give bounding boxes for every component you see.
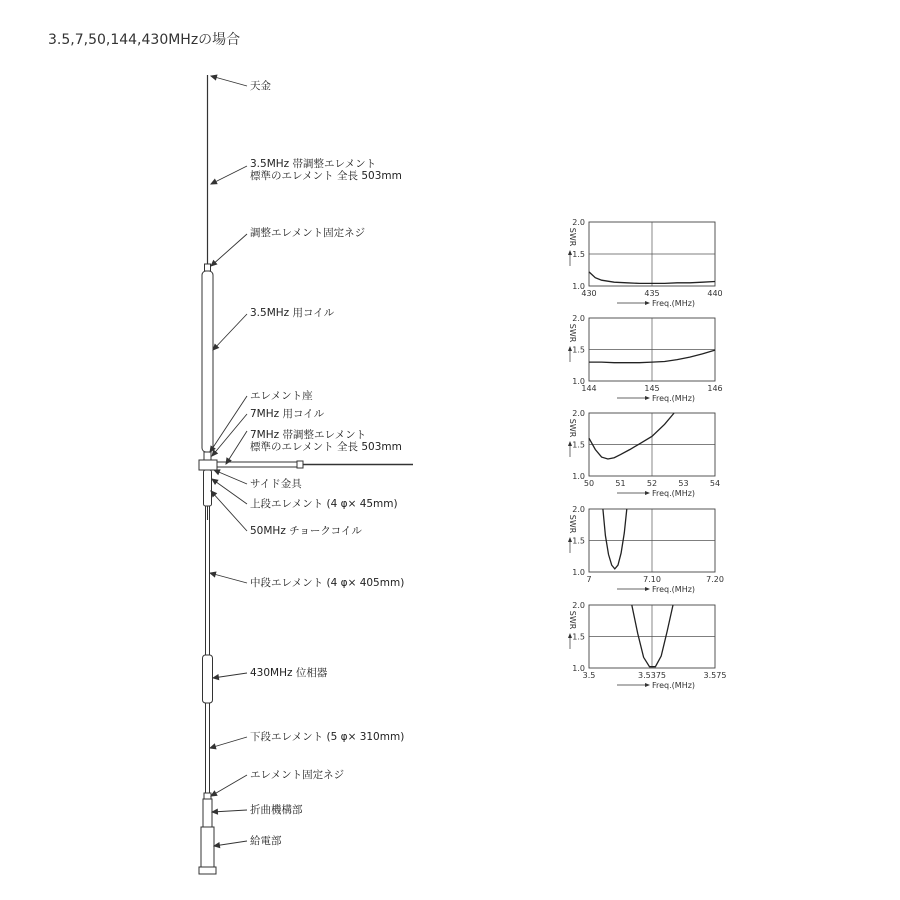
y-tick-label: 1.5 <box>572 345 585 355</box>
x-tick-label: 7.20 <box>706 575 724 584</box>
y-axis-label: SWR <box>568 323 577 343</box>
label-lower-element: 下段エレメント (5 φ× 310mm) <box>250 731 405 743</box>
x-axis-arrowhead <box>645 587 650 591</box>
x-axis-arrowhead <box>645 301 650 305</box>
x-axis-label: Freq.(MHz) <box>652 585 696 594</box>
x-tick-label: 3.5 <box>582 671 596 680</box>
label-phaser-430: 430MHz 位相器 <box>250 667 328 679</box>
y-tick-label: 1.0 <box>572 377 585 386</box>
y-tick-label: 1.0 <box>572 664 585 673</box>
label-choke-50: 50MHz チョークコイル <box>250 525 362 537</box>
x-tick-label: 144 <box>581 384 597 393</box>
label-adjust-screw: 調整エレメント固定ネジ <box>250 227 366 239</box>
x-tick-label: 146 <box>707 384 723 393</box>
y-tick-label: 2.0 <box>572 601 585 610</box>
x-axis-arrowhead <box>645 396 650 400</box>
y-tick-label: 1.0 <box>572 472 585 481</box>
x-tick-label: 3.575 <box>703 671 727 680</box>
swr-chart-1 <box>568 218 723 308</box>
y-tick-label: 2.0 <box>572 314 585 323</box>
label-element-35-line1: 3.5MHz 帯調整エレメント <box>250 158 377 170</box>
label-top-cap: 天金 <box>250 80 271 92</box>
x-tick-label: 50 <box>583 479 595 488</box>
label-coil-35: 3.5MHz 用コイル <box>250 307 335 319</box>
x-tick-label: 145 <box>644 384 660 393</box>
label-fold-mech: 折曲機構部 <box>250 804 303 816</box>
x-tick-label: 435 <box>644 289 660 298</box>
y-tick-label: 2.0 <box>572 218 585 227</box>
label-coil-7: 7MHz 用コイル <box>250 408 325 420</box>
x-axis-label: Freq.(MHz) <box>652 394 696 403</box>
y-tick-label: 1.5 <box>572 536 585 546</box>
label-element-7-line2: 標準のエレメント 全長 503mm <box>250 441 402 453</box>
label-element-7-line1: 7MHz 帯調整エレメント <box>250 429 367 441</box>
label-side-bracket: サイド金具 <box>250 478 302 490</box>
x-axis-arrowhead <box>645 683 650 687</box>
x-axis-label: Freq.(MHz) <box>652 681 696 690</box>
x-tick-label: 53 <box>678 479 689 488</box>
swr-chart-2 <box>568 314 723 403</box>
page-title: 3.5,7,50,144,430MHzの場合 <box>48 32 241 48</box>
y-tick-label: 1.0 <box>572 282 585 291</box>
x-tick-label: 51 <box>615 479 626 488</box>
x-tick-label: 3.5375 <box>638 671 666 680</box>
label-middle-element: 中段エレメント (4 φ× 405mm) <box>250 577 405 589</box>
y-axis-label: SWR <box>568 610 577 630</box>
swr-chart-3 <box>568 409 720 498</box>
y-tick-label: 1.5 <box>572 440 585 450</box>
x-tick-label: 54 <box>709 479 721 488</box>
y-axis-label: SWR <box>568 418 577 438</box>
swr-chart-5 <box>568 601 726 690</box>
y-tick-label: 2.0 <box>572 409 585 418</box>
label-element-35-line2: 標準のエレメント 全長 503mm <box>250 170 402 182</box>
y-axis-label: SWR <box>568 514 577 534</box>
label-element-seat: エレメント座 <box>250 390 313 402</box>
label-feed: 給電部 <box>250 835 282 847</box>
x-tick-label: 440 <box>707 289 723 298</box>
x-tick-label: 7 <box>586 575 592 584</box>
x-axis-arrowhead <box>645 491 650 495</box>
y-axis-label: SWR <box>568 227 577 247</box>
y-tick-label: 1.5 <box>572 632 585 642</box>
label-upper-element: 上段エレメント (4 φ× 45mm) <box>250 498 398 510</box>
x-tick-label: 7.10 <box>643 575 661 584</box>
x-tick-label: 430 <box>581 289 597 298</box>
label-element-screw: エレメント固定ネジ <box>250 769 345 781</box>
y-tick-label: 1.0 <box>572 568 585 577</box>
swr-chart-4 <box>568 505 724 594</box>
x-axis-label: Freq.(MHz) <box>652 299 696 308</box>
y-tick-label: 2.0 <box>572 505 585 514</box>
x-tick-label: 52 <box>646 479 658 488</box>
x-axis-label: Freq.(MHz) <box>652 489 696 498</box>
y-tick-label: 1.5 <box>572 250 585 259</box>
